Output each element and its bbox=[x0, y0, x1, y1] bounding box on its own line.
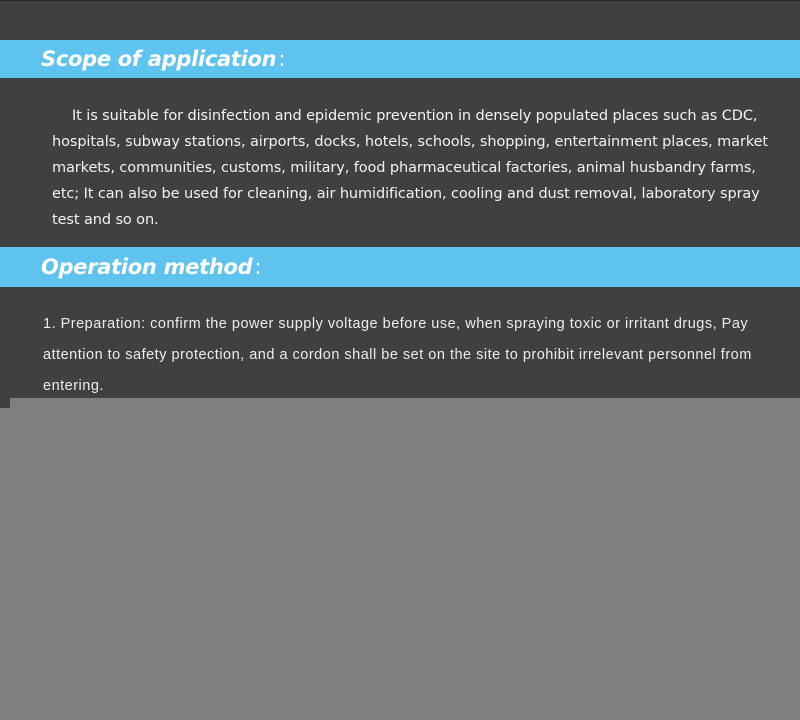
operation-section-title bbox=[41, 247, 261, 287]
scope-title-text: Scope of application bbox=[41, 47, 277, 71]
operation-title-text: Operation method bbox=[41, 255, 253, 279]
panel-corner-mark bbox=[0, 398, 10, 408]
scope-section-header bbox=[0, 40, 800, 78]
operation-step-preparation: 1. Preparation: confirm the power supply voltage before use, when spraying toxic or irritant drugs, Pay attention to safety protection, and a cordon shall be set on the site to prohibit irrelevant personnel from entering. bbox=[43, 316, 752, 394]
scope-description: It is suitable for disinfection and epidemic prevention in densely populated places such as CDC, hospitals, subway stations, airports, docks, hotels, schools, shopping, entertainment places, market markets, communities, customs, military, food pharmaceutical factories, animal husbandry farms, etc; It can also be used for cleaning, air humidification, cooling and dust removal, laboratory spray test and so on. bbox=[52, 108, 768, 228]
operation-title-colon: : bbox=[254, 255, 262, 279]
operation-section-header bbox=[0, 247, 800, 287]
scope-section-title bbox=[41, 40, 285, 78]
scope-title-colon: : bbox=[278, 47, 286, 71]
